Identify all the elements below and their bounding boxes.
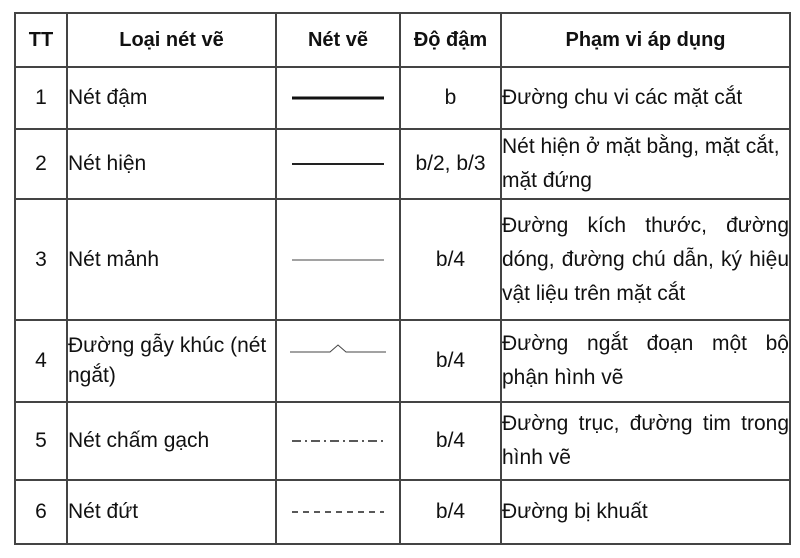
line-weight: b <box>400 67 501 129</box>
line-type-name: Đường gẫy khúc (nét ngắt) <box>67 320 276 402</box>
line-weight: b/4 <box>400 480 501 544</box>
header-row <box>15 13 790 67</box>
table-row <box>15 129 790 199</box>
line-type-table-container <box>14 12 789 545</box>
stroke-sample <box>276 67 400 129</box>
line-type-name: Nét chấm gạch <box>67 402 276 480</box>
stroke-sample <box>276 320 400 402</box>
application-scope: Nét hiện ở mặt bằng, mặt cắt, mặt đứng <box>501 129 790 199</box>
row-number: 3 <box>15 199 67 320</box>
header-stroke: Nét vẽ <box>276 13 400 67</box>
application-scope: Đường bị khuất <box>501 480 790 544</box>
stroke-sample <box>276 480 400 544</box>
line-weight: b/4 <box>400 320 501 402</box>
table-row <box>15 480 790 544</box>
dash-dot-line-icon <box>288 435 388 447</box>
row-number: 1 <box>15 67 67 129</box>
application-scope: Đường trục, đường tim trong hình vẽ <box>501 402 790 480</box>
line-type-table <box>14 12 791 545</box>
table-row <box>15 402 790 480</box>
row-number: 5 <box>15 402 67 480</box>
stroke-sample <box>276 129 400 199</box>
zigzag-break-line-icon <box>288 339 388 359</box>
application-scope: Đường ngắt đoạn một bộ phận hình vẽ <box>501 320 790 402</box>
line-type-name: Nét đứt <box>67 480 276 544</box>
thin-line-icon <box>288 254 388 266</box>
application-scope: Đường kích thước, đường dóng, đường chú dẫn, ký hiệu vật liệu trên mặt cắt <box>501 199 790 320</box>
header-weight: Độ đậm <box>400 13 501 67</box>
row-number: 2 <box>15 129 67 199</box>
line-weight: b/2, b/3 <box>400 129 501 199</box>
stroke-sample <box>276 199 400 320</box>
thick-solid-line-icon <box>288 92 388 104</box>
stroke-sample <box>276 402 400 480</box>
table-row <box>15 199 790 320</box>
line-weight: b/4 <box>400 402 501 480</box>
solid-line-icon <box>288 158 388 170</box>
header-line-type: Loại nét vẽ <box>67 13 276 67</box>
row-number: 4 <box>15 320 67 402</box>
line-weight: b/4 <box>400 199 501 320</box>
table-row <box>15 67 790 129</box>
header-scope: Phạm vi áp dụng <box>501 13 790 67</box>
header-tt: TT <box>15 13 67 67</box>
table-row <box>15 320 790 402</box>
dashed-line-icon <box>288 506 388 518</box>
line-type-name: Nét hiện <box>67 129 276 199</box>
application-scope: Đường chu vi các mặt cắt <box>501 67 790 129</box>
line-type-name: Nét mảnh <box>67 199 276 320</box>
line-type-name: Nét đậm <box>67 67 276 129</box>
row-number: 6 <box>15 480 67 544</box>
